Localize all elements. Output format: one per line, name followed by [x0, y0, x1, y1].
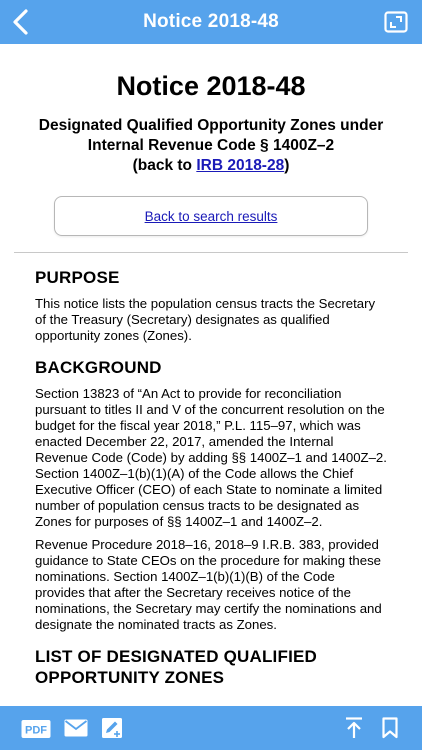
nav-title: Notice 2018-48 [143, 11, 279, 32]
document-subtitle [20, 116, 402, 176]
back-to-search-link[interactable]: Back to search results [144, 208, 278, 224]
purpose-heading: PURPOSE [35, 268, 120, 287]
chevron-left-icon[interactable] [10, 8, 32, 36]
scroll-to-top-icon[interactable] [344, 717, 364, 739]
subtitle-line-2: Internal Revenue Code § 1400Z–2 [87, 137, 335, 154]
background-paragraph-1: Section 13823 of “An Act to provide for reconciliation pursuant to titles II and V of the concurrent resolution on the budget for the fiscal year 2018,” P.L. 115–97, which was enacted December 22, 2017, amended the Internal Revenue Code (Code) by adding §§ 1400Z–1 and 1400Z–2. Section 1400Z–1(b)(1)(A) of the Code allows the Chief Executive Officer (CEO) of each State to nominate a limited number of population census tracts to be designated as Zones for purposes of §§ 1400Z–1 and 1400Z–2. [35, 386, 387, 529]
pdf-label: PDF [25, 724, 47, 737]
back-prefix: (back to [132, 157, 197, 174]
edit-note-icon[interactable] [101, 717, 123, 739]
back-to-irb-line [20, 156, 402, 176]
document-body [0, 267, 422, 688]
back-to-search-button[interactable] [54, 196, 368, 236]
back-suffix: ) [284, 157, 290, 174]
bookmark-icon[interactable] [382, 717, 398, 739]
purpose-paragraph: This notice lists the population census tracts the Secretary of the Treasury (Secretary) designates as qualified opportunity zones (Zones). [35, 296, 376, 343]
background-heading: BACKGROUND [35, 358, 162, 377]
list-heading [35, 646, 387, 688]
expand-icon[interactable] [384, 11, 408, 33]
list-heading-line-1: LIST OF DESIGNATED QUALIFIED [35, 647, 318, 666]
mail-icon[interactable] [64, 719, 88, 737]
irb-link[interactable]: IRB 2018-28 [196, 157, 285, 174]
list-heading-line-2: OPPORTUNITY ZONES [35, 668, 225, 687]
background-paragraph-2: Revenue Procedure 2018–16, 2018–9 I.R.B. 383, provided guidance to State CEOs on the procedure for making these nominations. Section 1400Z–1(b)(1)(B) of the Code provides that after the Secretary receives notice of the nominations, the Secretary may certify the nominations and designate the nominated tracts as Zones. [35, 537, 382, 632]
document-title: Notice 2018-48 [116, 71, 306, 101]
subtitle-line-1: Designated Qualified Opportunity Zones under [38, 117, 384, 134]
document-content[interactable] [0, 44, 422, 706]
bottom-toolbar [0, 706, 422, 750]
divider [14, 252, 408, 253]
navigation-bar [0, 0, 422, 44]
pdf-icon[interactable] [21, 719, 51, 739]
